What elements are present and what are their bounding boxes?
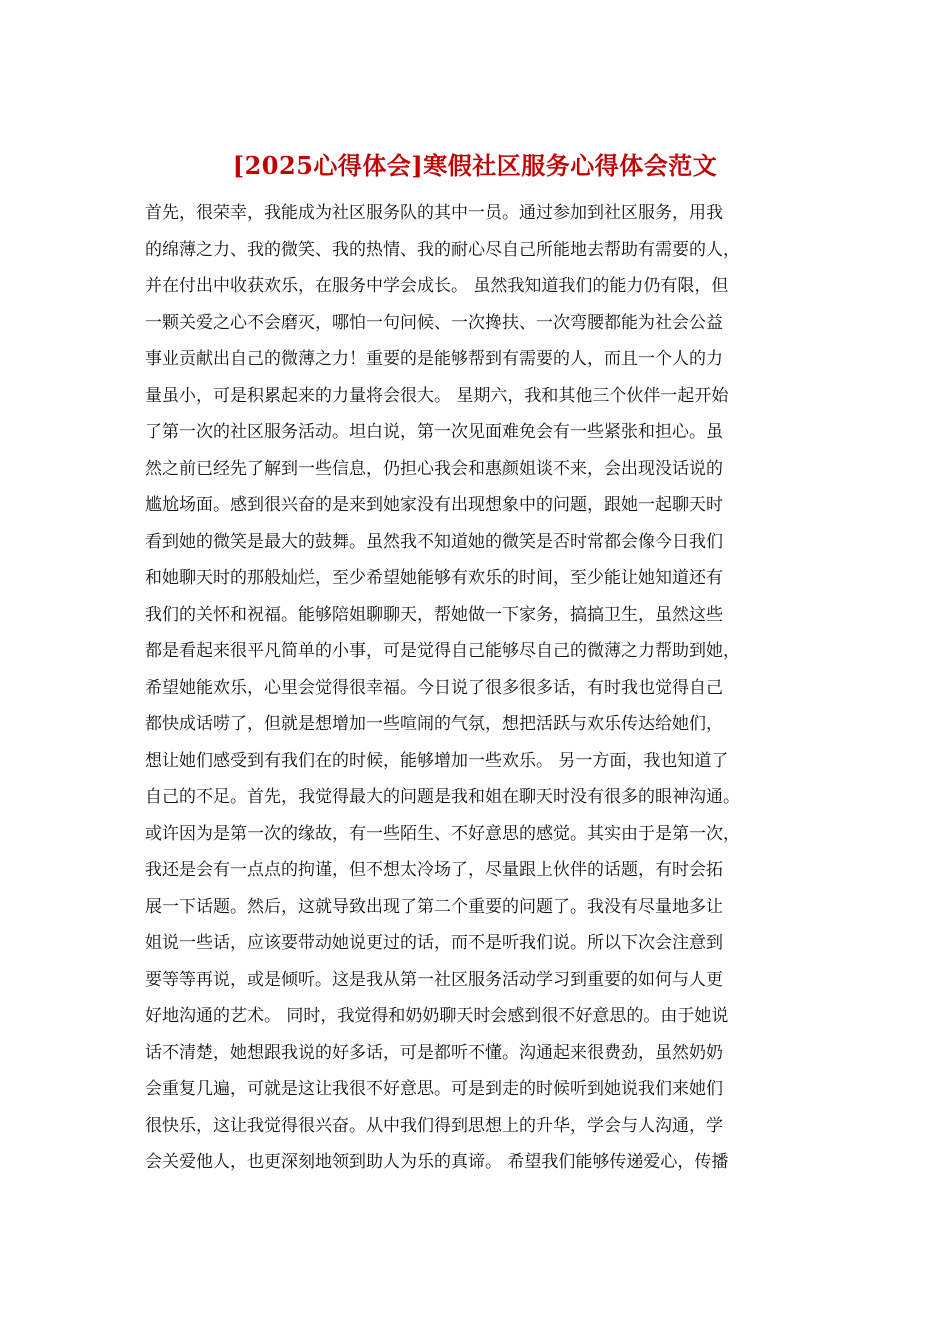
- body-line: 都是看起来很平凡简单的小事，可是觉得自己能够尽自己的微薄之力帮助到她，: [145, 641, 740, 661]
- body-line: 话不清楚，她想跟我说的好多话，可是都听不懂。沟通起来很费劲，虽然奶奶: [145, 1042, 723, 1063]
- body-line: 一颗关爱之心不会磨灭，哪怕一句问候、一次搀扶、一次弯腰都能为社会公益: [145, 312, 723, 333]
- body-line: 并在付出中收获欢乐，在服务中学会成长。 虽然我知道我们的能力仍有限，但: [145, 276, 729, 296]
- body-line: 看到她的微笑是最大的鼓舞。虽然我不知道她的微笑是否时常都会像今日我们: [145, 531, 723, 552]
- body-line: 然之前已经先了解到一些信息，仍担心我会和惠颜姐谈不来，会出现没话说的: [145, 458, 723, 479]
- body-line: 的绵薄之力、我的微笑、我的热情、我的耐心尽自己所能地去帮助有需要的人，: [145, 239, 740, 260]
- body-line: 都快成话唠了，但就是想增加一些喧闹的气氛，想把活跃与欢乐传达给她们，: [145, 714, 723, 734]
- body-line: 我们的关怀和祝福。能够陪姐聊聊天，帮她做一下家务，搞搞卫生，虽然这些: [145, 604, 723, 625]
- body-line: 展一下话题。然后，这就导致出现了第二个重要的问题了。我没有尽量地多让: [145, 896, 723, 917]
- body-line: 首先，很荣幸，我能成为社区服务队的其中一员。通过参加到社区服务，用我: [145, 203, 723, 223]
- body-line: 想让她们感受到有我们在的时候，能够增加一些欢乐。 另一方面，我也知道了: [145, 750, 729, 771]
- body-line: 自己的不足。首先，我觉得最大的问题是我和姐在聊天时没有很多的眼神沟通。: [145, 787, 740, 807]
- body-line: 我还是会有一点点的拘谨，但不想太冷场了，尽量跟上伙伴的话题，有时会拓: [145, 860, 723, 880]
- body-line: 会关爱他人，也更深刻地领到助人为乐的真谛。 希望我们能够传递爱心，传播: [145, 1152, 729, 1172]
- body-line: 要等等再说，或是倾听。这是我从第一社区服务活动学习到重要的如何与人更: [145, 969, 723, 990]
- body-line: 了第一次的社区服务活动。坦白说，第一次见面难免会有一些紧张和担心。虽: [145, 422, 723, 442]
- body-line: 希望她能欢乐，心里会觉得很幸福。今日说了很多很多话，有时我也觉得自己: [145, 677, 723, 698]
- body-line: 很快乐，这让我觉得很兴奋。从中我们得到思想上的升华，学会与人沟通，学: [145, 1115, 723, 1136]
- body-line: 姐说一些话，应该要带动她说更过的话，而不是听我们说。所以下次会注意到: [145, 933, 723, 953]
- body-line: 尴尬场面。感到很兴奋的是来到她家没有出现想象中的问题，跟她一起聊天时: [145, 495, 723, 515]
- document-body: [145, 195, 805, 1181]
- body-line: 量虽小，可是积累起来的力量将会很大。 星期六，我和其他三个伙伴一起开始: [145, 385, 729, 406]
- body-line: 和她聊天时的那般灿烂，至少希望她能够有欢乐的时间，至少能让她知道还有: [145, 568, 723, 588]
- body-line: 会重复几遍，可就是这让我很不好意思。可是到走的时候听到她说我们来她们: [145, 1079, 723, 1099]
- body-line: 事业贡献出自己的微薄之力！重要的是能够帮到有需要的人，而且一个人的力: [145, 349, 723, 369]
- body-line: 好地沟通的艺术。 同时，我觉得和奶奶聊天时会感到很不好意思的。由于她说: [145, 1006, 729, 1026]
- document-title: [2025心得体会]寒假社区服务心得体会范文: [232, 151, 718, 180]
- body-line: 或许因为是第一次的缘故，有一些陌生、不好意思的感觉。其实由于是第一次，: [145, 823, 740, 844]
